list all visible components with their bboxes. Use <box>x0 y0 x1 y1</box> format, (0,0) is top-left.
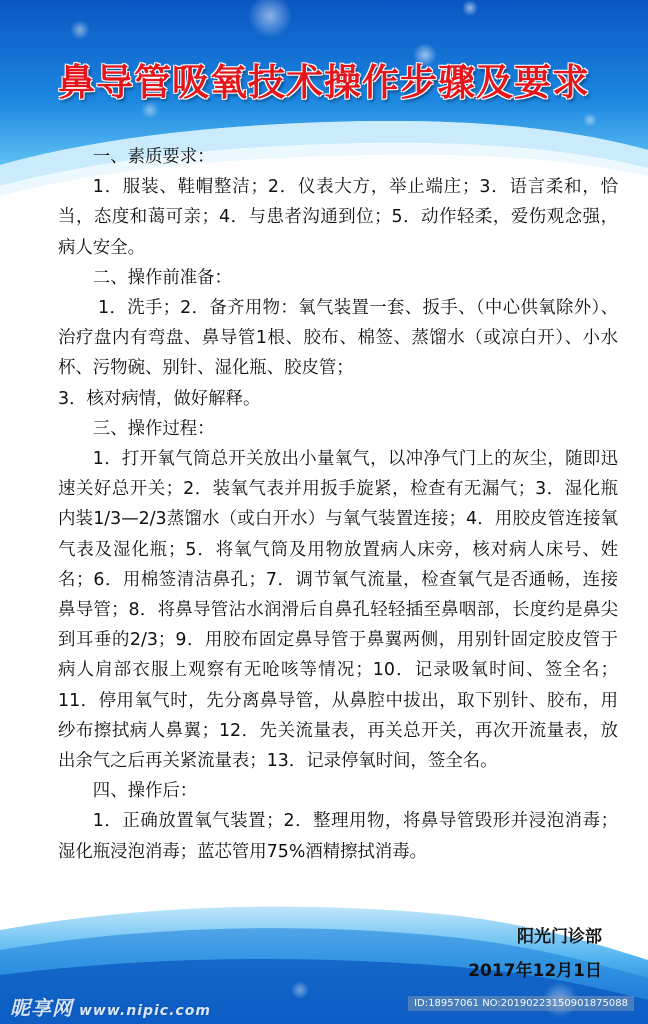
watermark-url: www.nipic.com <box>79 1003 211 1019</box>
signature-block <box>468 920 602 988</box>
section-heading-after: 四、操作后： <box>92 781 198 802</box>
paragraph-preparation-check: 3．核对病情，做好解释。 <box>58 388 261 409</box>
paragraph-after-steps: 1．正确放置氧气装置；2．整理用物，将鼻导管毁形并浸泡消毒；湿化瓶浸泡消毒；蓝芯管用75%酒精擦拭消毒。 <box>58 811 618 862</box>
section-heading-preparation: 二、操作前准备： <box>92 267 232 288</box>
watermark-logo <box>10 992 211 1021</box>
section-heading-quality: 一、素质要求： <box>92 147 215 167</box>
paragraph-preparation-items: 1．洗手；2．备齐用物：氧气装置一套、扳手、（中心供氧除外）、治疗盘内有弯盘、鼻导管1根、胶布、棉签、蒸馏水（或凉白开）、小水杯、污物碗、别针、湿化瓶、胶皮管； <box>58 298 618 379</box>
paragraph-quality-requirements: 1．服装、鞋帽整洁；2．仪表大方，举止端庄；3．语言柔和，恰当，态度和蔼可亲；4．与患者沟通到位；5．动作轻柔，爱伤观念强，病人安全。 <box>58 177 618 258</box>
signature-org: 阳光门诊部 <box>517 927 602 947</box>
paragraph-procedure-steps: 1．打开氧气筒总开关放出小量氧气，以冲净气门上的灰尘，随即迅速关好总开关；2．装氧气表并用扳手旋紧，检查有无漏气；3．湿化瓶内装1/3—2/3蒸馏水（或白开水）与氧气装置连接；4．用胶皮管连接氧气表及湿化瓶；5．将氧气筒及用物放置病人床旁，核对病人床号、姓名；6．用棉签清洁鼻孔；7．调节氧气流量，检查氧气是否通畅，连接鼻导管；8．将鼻导管沾水润滑后自鼻孔轻轻插至鼻咽部，长度约是鼻尖到耳垂的2/3；9．用胶布固定鼻导管于鼻翼两侧，用别针固定胶皮管于病人肩部衣服上观察有无呛咳等情况；10．记录吸氧时间、签全名；11．停用氧气时，先分离鼻导管，从鼻腔中拔出，取下别针、胶布，用纱布擦拭病人鼻翼；12．先关流量表，再关总开关，再次开流量表，放出余气之后再关紧流量表；13．记录停氧时间，签全名。 <box>58 449 618 772</box>
watermark-id: ID:18957061 NO:20190223150901875088 <box>408 996 634 1011</box>
signature-date: 2017年12月1日 <box>468 961 602 981</box>
page-title: 鼻导管吸氧技术操作步骤及要求 <box>58 61 590 104</box>
watermark-logo-text: 昵享网 <box>10 996 73 1020</box>
document-body <box>58 142 618 867</box>
section-heading-procedure: 三、操作过程： <box>92 418 215 439</box>
